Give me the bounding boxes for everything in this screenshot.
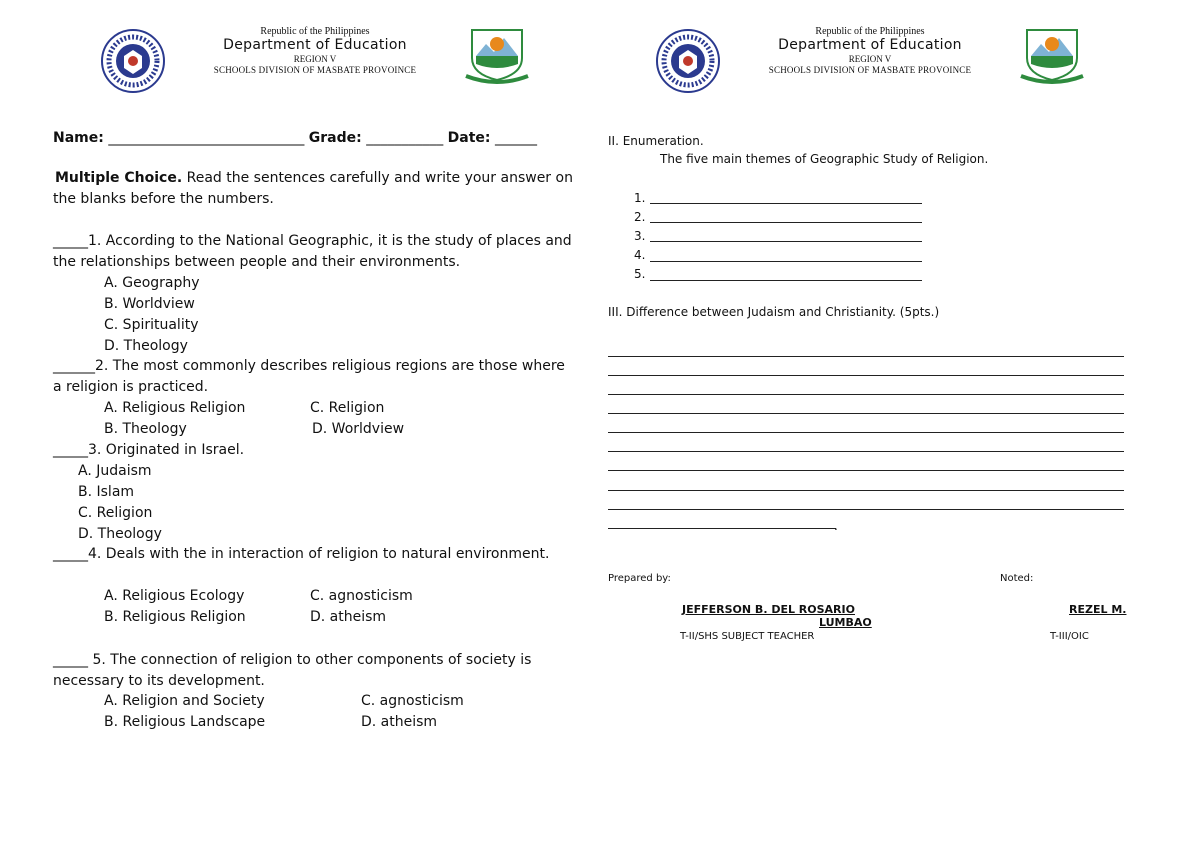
instructions-text-1: Read the sentences carefully and write your answer on <box>186 170 573 186</box>
grade-blank[interactable]: ___________ <box>366 130 444 146</box>
deped-seal-icon <box>655 28 721 94</box>
question-3-option-d: D. Theology <box>78 526 162 542</box>
question-1-line-2: the relationships between people and their environments. <box>53 254 461 270</box>
region-label: REGION V <box>848 54 892 64</box>
deped-seal-icon <box>100 28 166 94</box>
question-2-line-2: a religion is practiced. <box>53 379 209 395</box>
enumeration-item-2: 2. <box>634 210 646 224</box>
answer-rule[interactable] <box>608 375 1124 376</box>
date-label: Date: <box>447 130 491 146</box>
enumeration-item-1: 1. <box>634 191 646 205</box>
question-1-option-b: B. Worldview <box>104 296 195 312</box>
question-5-option-c: C. agnosticism <box>361 693 464 709</box>
department-title: Department of Education <box>778 37 962 53</box>
question-2-option-c: C. Religion <box>310 400 385 416</box>
question-3-option-c: C. Religion <box>78 505 153 521</box>
question-2-option-b: B. Theology <box>104 421 187 437</box>
enumeration-answer-line-2[interactable] <box>650 222 922 223</box>
question-2-line-1: ______2. The most commonly describes religious regions are those where <box>53 358 565 374</box>
enumeration-prompt: The five main themes of Geographic Study of Religion. <box>660 152 989 166</box>
enumeration-answer-line-3[interactable] <box>650 241 922 242</box>
republic-label: Republic of the Philippines <box>260 26 370 37</box>
header-text <box>166 26 464 76</box>
answer-rule[interactable] <box>608 394 1124 395</box>
question-3-option-b: B. Islam <box>78 484 135 500</box>
enumeration-item-5: 5. <box>634 267 646 281</box>
answer-rule-last[interactable] <box>608 528 836 529</box>
answer-rule[interactable] <box>608 470 1124 471</box>
enumeration-item-4: 4. <box>634 248 646 262</box>
question-4-line-1: _____4. Deals with the in interaction of religion to natural environment. <box>53 546 550 562</box>
answer-rule[interactable] <box>608 490 1124 491</box>
division-label: SCHOOLS DIVISION OF MASBATE PROVOINCE <box>768 65 972 75</box>
name-label: Name: <box>53 130 104 146</box>
noted-label: Noted: <box>1000 573 1034 584</box>
preparer-title: T-II/SHS SUBJECT TEACHER <box>680 631 815 642</box>
question-1-option-c: C. Spirituality <box>104 317 199 333</box>
question-4-option-c: C. agnosticism <box>310 588 413 604</box>
enumeration-answer-line-5[interactable] <box>650 280 922 281</box>
question-4-option-a: A. Religious Ecology <box>104 588 245 604</box>
answer-rule[interactable] <box>608 432 1124 433</box>
enumeration-item-3: 3. <box>634 229 646 243</box>
division-crest-icon <box>1019 26 1085 86</box>
answer-rule[interactable] <box>608 413 1124 414</box>
department-title: Department of Education <box>223 37 407 53</box>
instructions-title: Multiple Choice. <box>55 170 183 186</box>
student-info-line <box>53 128 537 149</box>
republic-label: Republic of the Philippines <box>815 26 925 37</box>
question-4-option-d: D. atheism <box>310 609 387 625</box>
answer-rule[interactable] <box>608 509 1124 510</box>
question-5-option-b: B. Religious Landscape <box>104 714 266 730</box>
question-4-option-b: B. Religious Religion <box>104 609 246 625</box>
region-label: REGION V <box>293 54 337 64</box>
noter-title: T-III/OIC <box>1050 631 1089 642</box>
difference-title: III. Difference between Judaism and Christianity. (5pts.) <box>608 305 940 319</box>
page-header <box>100 22 530 92</box>
prepared-by-label: Prepared by: <box>608 573 671 584</box>
division-label: SCHOOLS DIVISION OF MASBATE PROVOINCE <box>213 65 417 75</box>
answer-end-mark: . <box>834 519 838 533</box>
preparer-name-continued: LUMBAO <box>819 616 872 629</box>
question-5-line-2: necessary to its development. <box>53 673 265 689</box>
question-5-option-d: D. atheism <box>361 714 438 730</box>
question-5-line-1: _____ 5. The connection of religion to other components of society is <box>53 652 532 668</box>
instructions-text-2: the blanks before the numbers. <box>53 191 274 207</box>
preparer-name: JEFFERSON B. DEL ROSARIO <box>682 603 855 616</box>
instructions-line-1 <box>55 168 573 189</box>
right-page <box>600 0 1200 848</box>
question-3-option-a: A. Judaism <box>78 463 152 479</box>
division-crest-icon <box>464 26 530 86</box>
answer-rule[interactable] <box>608 356 1124 357</box>
question-2-option-a: A. Religious Religion <box>104 400 246 416</box>
answer-rule[interactable] <box>608 451 1124 452</box>
enumeration-answer-line-1[interactable] <box>650 203 922 204</box>
date-blank[interactable]: ______ <box>494 130 537 146</box>
question-1-option-d: D. Theology <box>104 338 188 354</box>
question-3-line-1: _____3. Originated in Israel. <box>53 442 245 458</box>
enumeration-answer-line-4[interactable] <box>650 261 922 262</box>
question-2-option-d: D. Worldview <box>312 421 405 437</box>
name-blank[interactable]: ____________________________ <box>108 130 305 146</box>
question-1-line-1: _____1. According to the National Geographic, it is the study of places and <box>53 233 572 249</box>
enumeration-title: II. Enumeration. <box>608 134 704 148</box>
page-header <box>655 22 1085 92</box>
question-5-option-a: A. Religion and Society <box>104 693 265 709</box>
grade-label: Grade: <box>308 130 362 146</box>
header-text <box>721 26 1019 76</box>
question-1-option-a: A. Geography <box>104 275 200 291</box>
noter-name: REZEL M. <box>1069 603 1127 616</box>
